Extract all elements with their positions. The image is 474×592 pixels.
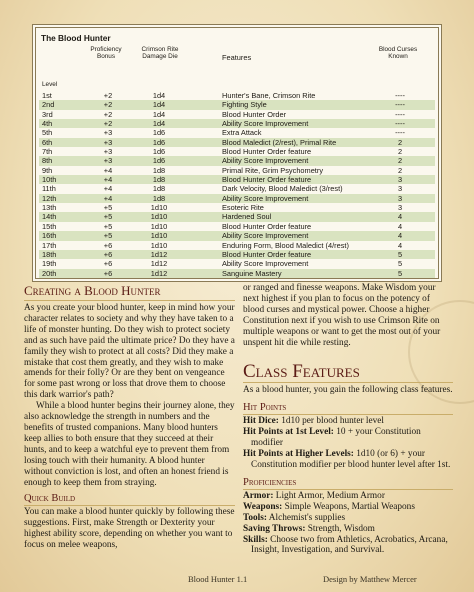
table-row bbox=[39, 119, 435, 128]
features-cell: Primal Rite, Grim Psychometry bbox=[222, 165, 324, 175]
blood-curses-cell: ---- bbox=[395, 100, 405, 110]
features-cell: Ability Score Improvement bbox=[222, 231, 309, 241]
class-features-heading: Class Features bbox=[243, 362, 453, 383]
weapons-line: Weapons: Simple Weapons, Martial Weapons bbox=[243, 501, 415, 512]
crimson-rite-die-cell: 1d8 bbox=[152, 175, 166, 185]
left-column bbox=[24, 283, 235, 551]
creating-paragraph-2: While a blood hunter begins their journey alone, they also acknowledge the strength in numbers and the benefits of trusted companions. Many blood hunters keep allies to both ensure that they succeed at their hunts, and to keep a watchful eye to prevent them from losing touch with their humanity. A blood hunter without conviction is lost, and often an honest friend is enough to keep them from straying. bbox=[24, 401, 235, 488]
proficiency-bonus-cell: +3 bbox=[103, 147, 113, 157]
level-cell: 10th bbox=[42, 175, 57, 185]
col-header-level: Level bbox=[42, 81, 58, 88]
blood-curses-cell: 3 bbox=[397, 203, 403, 213]
proficiency-bonus-cell: +2 bbox=[103, 100, 113, 110]
proficiency-bonus-cell: +5 bbox=[103, 221, 113, 231]
table-row bbox=[39, 175, 435, 184]
blood-curses-cell: 4 bbox=[397, 240, 403, 250]
crimson-rite-die-cell: 1d6 bbox=[152, 137, 166, 147]
proficiency-bonus-cell: +2 bbox=[103, 119, 113, 129]
features-cell: Sanguine Mastery bbox=[222, 268, 282, 278]
table-row bbox=[39, 166, 435, 175]
table-title: The Blood Hunter bbox=[41, 33, 111, 43]
proficiency-bonus-cell: +6 bbox=[103, 249, 113, 259]
proficiencies-heading: Proficiencies bbox=[243, 477, 453, 490]
features-cell: Fighting Style bbox=[222, 100, 267, 110]
blood-curses-cell: ---- bbox=[395, 119, 405, 129]
features-cell: Ability Score Improvement bbox=[222, 259, 309, 269]
level-cell: 11th bbox=[42, 184, 56, 194]
creating-paragraph-1: As you create your blood hunter, keep in mind how your character relates to society and why they have taken to a life of monster hunting. Do they wish to protect society and as such have paid the ultimate price? Do they have a family they wish to protect at all costs? Did they make a mistake that cost them greatly, and they wish to make amends for their folly? Or are they bent on vengeance for some past wrong or loss that drove them to choose this dark warrior's path? bbox=[24, 303, 235, 401]
proficiency-bonus-cell: +4 bbox=[103, 165, 113, 175]
blood-curses-cell: 2 bbox=[397, 156, 403, 166]
table-row bbox=[39, 212, 435, 221]
table-body bbox=[39, 91, 435, 278]
proficiency-bonus-cell: +2 bbox=[103, 91, 113, 100]
level-cell: 12th bbox=[42, 193, 57, 203]
table-row bbox=[39, 100, 435, 109]
table-row bbox=[39, 184, 435, 193]
level-cell: 4th bbox=[42, 119, 53, 129]
level-cell: 16th bbox=[42, 231, 57, 241]
blood-curses-cell: ---- bbox=[395, 91, 405, 100]
col-header-features: Features bbox=[222, 53, 252, 62]
level-cell: 14th bbox=[42, 212, 57, 222]
level-cell: 17th bbox=[42, 240, 57, 250]
crimson-rite-die-cell: 1d10 bbox=[150, 240, 168, 250]
crimson-rite-die-cell: 1d10 bbox=[150, 231, 168, 241]
features-cell: Blood Maledict (2/rest), Primal Rite bbox=[222, 137, 337, 147]
blood-curses-cell: 5 bbox=[397, 249, 403, 259]
blood-curses-cell: 3 bbox=[397, 193, 403, 203]
blood-curses-cell: 3 bbox=[397, 184, 403, 194]
level-cell: 7th bbox=[42, 147, 53, 157]
proficiency-bonus-cell: +3 bbox=[103, 128, 113, 138]
proficiency-bonus-cell: +6 bbox=[103, 240, 113, 250]
proficiency-bonus-cell: +3 bbox=[103, 137, 113, 147]
table-row bbox=[39, 203, 435, 212]
table-row bbox=[39, 194, 435, 203]
crimson-rite-die-cell: 1d4 bbox=[152, 119, 166, 129]
features-cell: Blood Hunter Order feature bbox=[222, 175, 312, 185]
crimson-rite-die-cell: 1d12 bbox=[150, 268, 168, 278]
table-row bbox=[39, 138, 435, 147]
proficiency-bonus-cell: +3 bbox=[103, 156, 113, 166]
saving-throws-line: Saving Throws: Strength, Wisdom bbox=[243, 523, 375, 534]
proficiency-bonus-cell: +4 bbox=[103, 175, 113, 185]
quick-build-paragraph-continued: or ranged and finesse weapons. Make Wisdom your next highest if you plan to focus on the potency of blood curses and mystical power. Choose a higher Constitution next if you wish to use Crimson Rite on multiple weapons or want to get the most out of your unspent hit die while resting. bbox=[243, 283, 441, 348]
features-cell: Esoteric Rite bbox=[222, 203, 264, 213]
hit-points-higher-line: Hit Points at Higher Levels: 1d10 (or 6) + your Constitution modifier per blood hunter level after 1st. bbox=[243, 449, 451, 470]
blood-curses-cell: 4 bbox=[397, 221, 403, 231]
crimson-rite-die-cell: 1d4 bbox=[152, 109, 166, 119]
proficiency-bonus-cell: +6 bbox=[103, 268, 113, 278]
proficiency-bonus-cell: +2 bbox=[103, 109, 113, 119]
features-cell: Ability Score Improvement bbox=[222, 156, 309, 166]
table-row bbox=[39, 259, 435, 268]
level-cell: 20th bbox=[42, 268, 57, 278]
proficiency-bonus-cell: +5 bbox=[103, 212, 113, 222]
class-features-intro: As a blood hunter, you gain the following class features. bbox=[243, 385, 453, 396]
blood-curses-cell: 5 bbox=[397, 268, 403, 278]
blood-curses-cell: 4 bbox=[397, 212, 403, 222]
level-cell: 18th bbox=[42, 249, 57, 259]
table-row bbox=[39, 147, 435, 156]
features-cell: Dark Velocity, Blood Maledict (3/rest) bbox=[222, 184, 343, 194]
crimson-rite-die-cell: 1d10 bbox=[150, 203, 168, 213]
crimson-rite-die-cell: 1d12 bbox=[150, 259, 168, 269]
crimson-rite-die-cell: 1d10 bbox=[150, 212, 168, 222]
footer-credit: Design by Matthew Mercer bbox=[323, 574, 417, 584]
crimson-rite-die-cell: 1d12 bbox=[150, 249, 168, 259]
blood-curses-cell: 2 bbox=[397, 165, 403, 175]
proficiency-bonus-cell: +5 bbox=[103, 203, 113, 213]
level-cell: 5th bbox=[42, 128, 53, 138]
crimson-rite-die-cell: 1d10 bbox=[150, 221, 168, 231]
blood-curses-cell: ---- bbox=[395, 128, 405, 138]
features-cell: Ability Score Improvement bbox=[222, 193, 309, 203]
crimson-rite-die-cell: 1d6 bbox=[152, 147, 166, 157]
proficiency-bonus-cell: +4 bbox=[103, 184, 113, 194]
blood-curses-cell: 5 bbox=[397, 259, 403, 269]
proficiency-bonus-cell: +5 bbox=[103, 231, 113, 241]
crimson-rite-die-cell: 1d8 bbox=[152, 165, 166, 175]
table-row bbox=[39, 269, 435, 278]
table-row bbox=[39, 91, 435, 100]
features-cell: Blood Hunter Order feature bbox=[222, 221, 312, 231]
features-cell: Blood Hunter Order feature bbox=[222, 249, 312, 259]
col-header-blood-curses: Blood Curses Known bbox=[378, 46, 418, 61]
col-header-proficiency: Proficiency Bonus bbox=[90, 46, 122, 61]
level-cell: 3rd bbox=[42, 109, 53, 119]
crimson-rite-die-cell: 1d4 bbox=[152, 91, 166, 100]
crimson-rite-die-cell: 1d8 bbox=[152, 193, 166, 203]
level-cell: 8th bbox=[42, 156, 53, 166]
crimson-rite-die-cell: 1d8 bbox=[152, 184, 166, 194]
features-cell: Blood Hunter Order bbox=[222, 109, 287, 119]
level-cell: 15th bbox=[42, 221, 57, 231]
creating-heading: Creating a Blood Hunter bbox=[24, 283, 235, 301]
blood-curses-cell: ---- bbox=[395, 109, 405, 119]
blood-curses-cell: 4 bbox=[397, 231, 403, 241]
crimson-rite-die-cell: 1d4 bbox=[152, 100, 166, 110]
crimson-rite-die-cell: 1d6 bbox=[152, 128, 166, 138]
class-table bbox=[35, 27, 439, 279]
table-row bbox=[39, 250, 435, 259]
hit-dice-line: Hit Dice: 1d10 per blood hunter level bbox=[243, 416, 384, 427]
table-row bbox=[39, 156, 435, 165]
table-row bbox=[39, 128, 435, 137]
proficiency-bonus-cell: +4 bbox=[103, 193, 113, 203]
level-cell: 6th bbox=[42, 137, 53, 147]
right-column bbox=[243, 283, 453, 556]
crimson-rite-die-cell: 1d6 bbox=[152, 156, 166, 166]
proficiency-bonus-cell: +6 bbox=[103, 259, 113, 269]
table-row bbox=[39, 231, 435, 240]
blood-curses-cell: 2 bbox=[397, 147, 403, 157]
blood-curses-cell: 3 bbox=[397, 175, 403, 185]
col-header-crimson-rite: Crimson Rite Damage Die bbox=[141, 46, 179, 61]
skills-line: Skills: Choose two from Athletics, Acrobatics, Arcana, Insight, Investigation, and Survival. bbox=[243, 534, 448, 556]
features-cell: Ability Score Improvement bbox=[222, 119, 309, 129]
armor-line: Armor: Light Armor, Medium Armor bbox=[243, 490, 385, 501]
features-cell: Hunter's Bane, Crimson Rite bbox=[222, 91, 316, 100]
table-row bbox=[39, 110, 435, 119]
features-cell: Blood Hunter Order feature bbox=[222, 147, 312, 157]
quick-build-paragraph: You can make a blood hunter quickly by following these suggestions. First, make Strength or Dexterity your highest ability score, depending on whether you want to focus on melee weapons, bbox=[24, 507, 235, 551]
blood-curses-cell: 2 bbox=[397, 137, 403, 147]
level-cell: 13th bbox=[42, 203, 57, 213]
features-cell: Extra Attack bbox=[222, 128, 262, 138]
level-cell: 2nd bbox=[42, 100, 55, 110]
tools-line: Tools: Alchemist's supplies bbox=[243, 512, 346, 523]
table-row bbox=[39, 241, 435, 250]
hit-points-heading: Hit Points bbox=[243, 402, 453, 415]
level-cell: 19th bbox=[42, 259, 57, 269]
features-cell: Hardened Soul bbox=[222, 212, 272, 222]
quick-build-heading: Quick Build bbox=[24, 493, 235, 506]
features-cell: Enduring Form, Blood Maledict (4/rest) bbox=[222, 240, 349, 250]
level-cell: 9th bbox=[42, 165, 53, 175]
table-row bbox=[39, 222, 435, 231]
hit-points-first-line: Hit Points at 1st Level: 10 + your Constitution modifier bbox=[243, 427, 421, 449]
footer-title: Blood Hunter 1.1 bbox=[188, 574, 248, 584]
level-cell: 1st bbox=[42, 91, 52, 100]
